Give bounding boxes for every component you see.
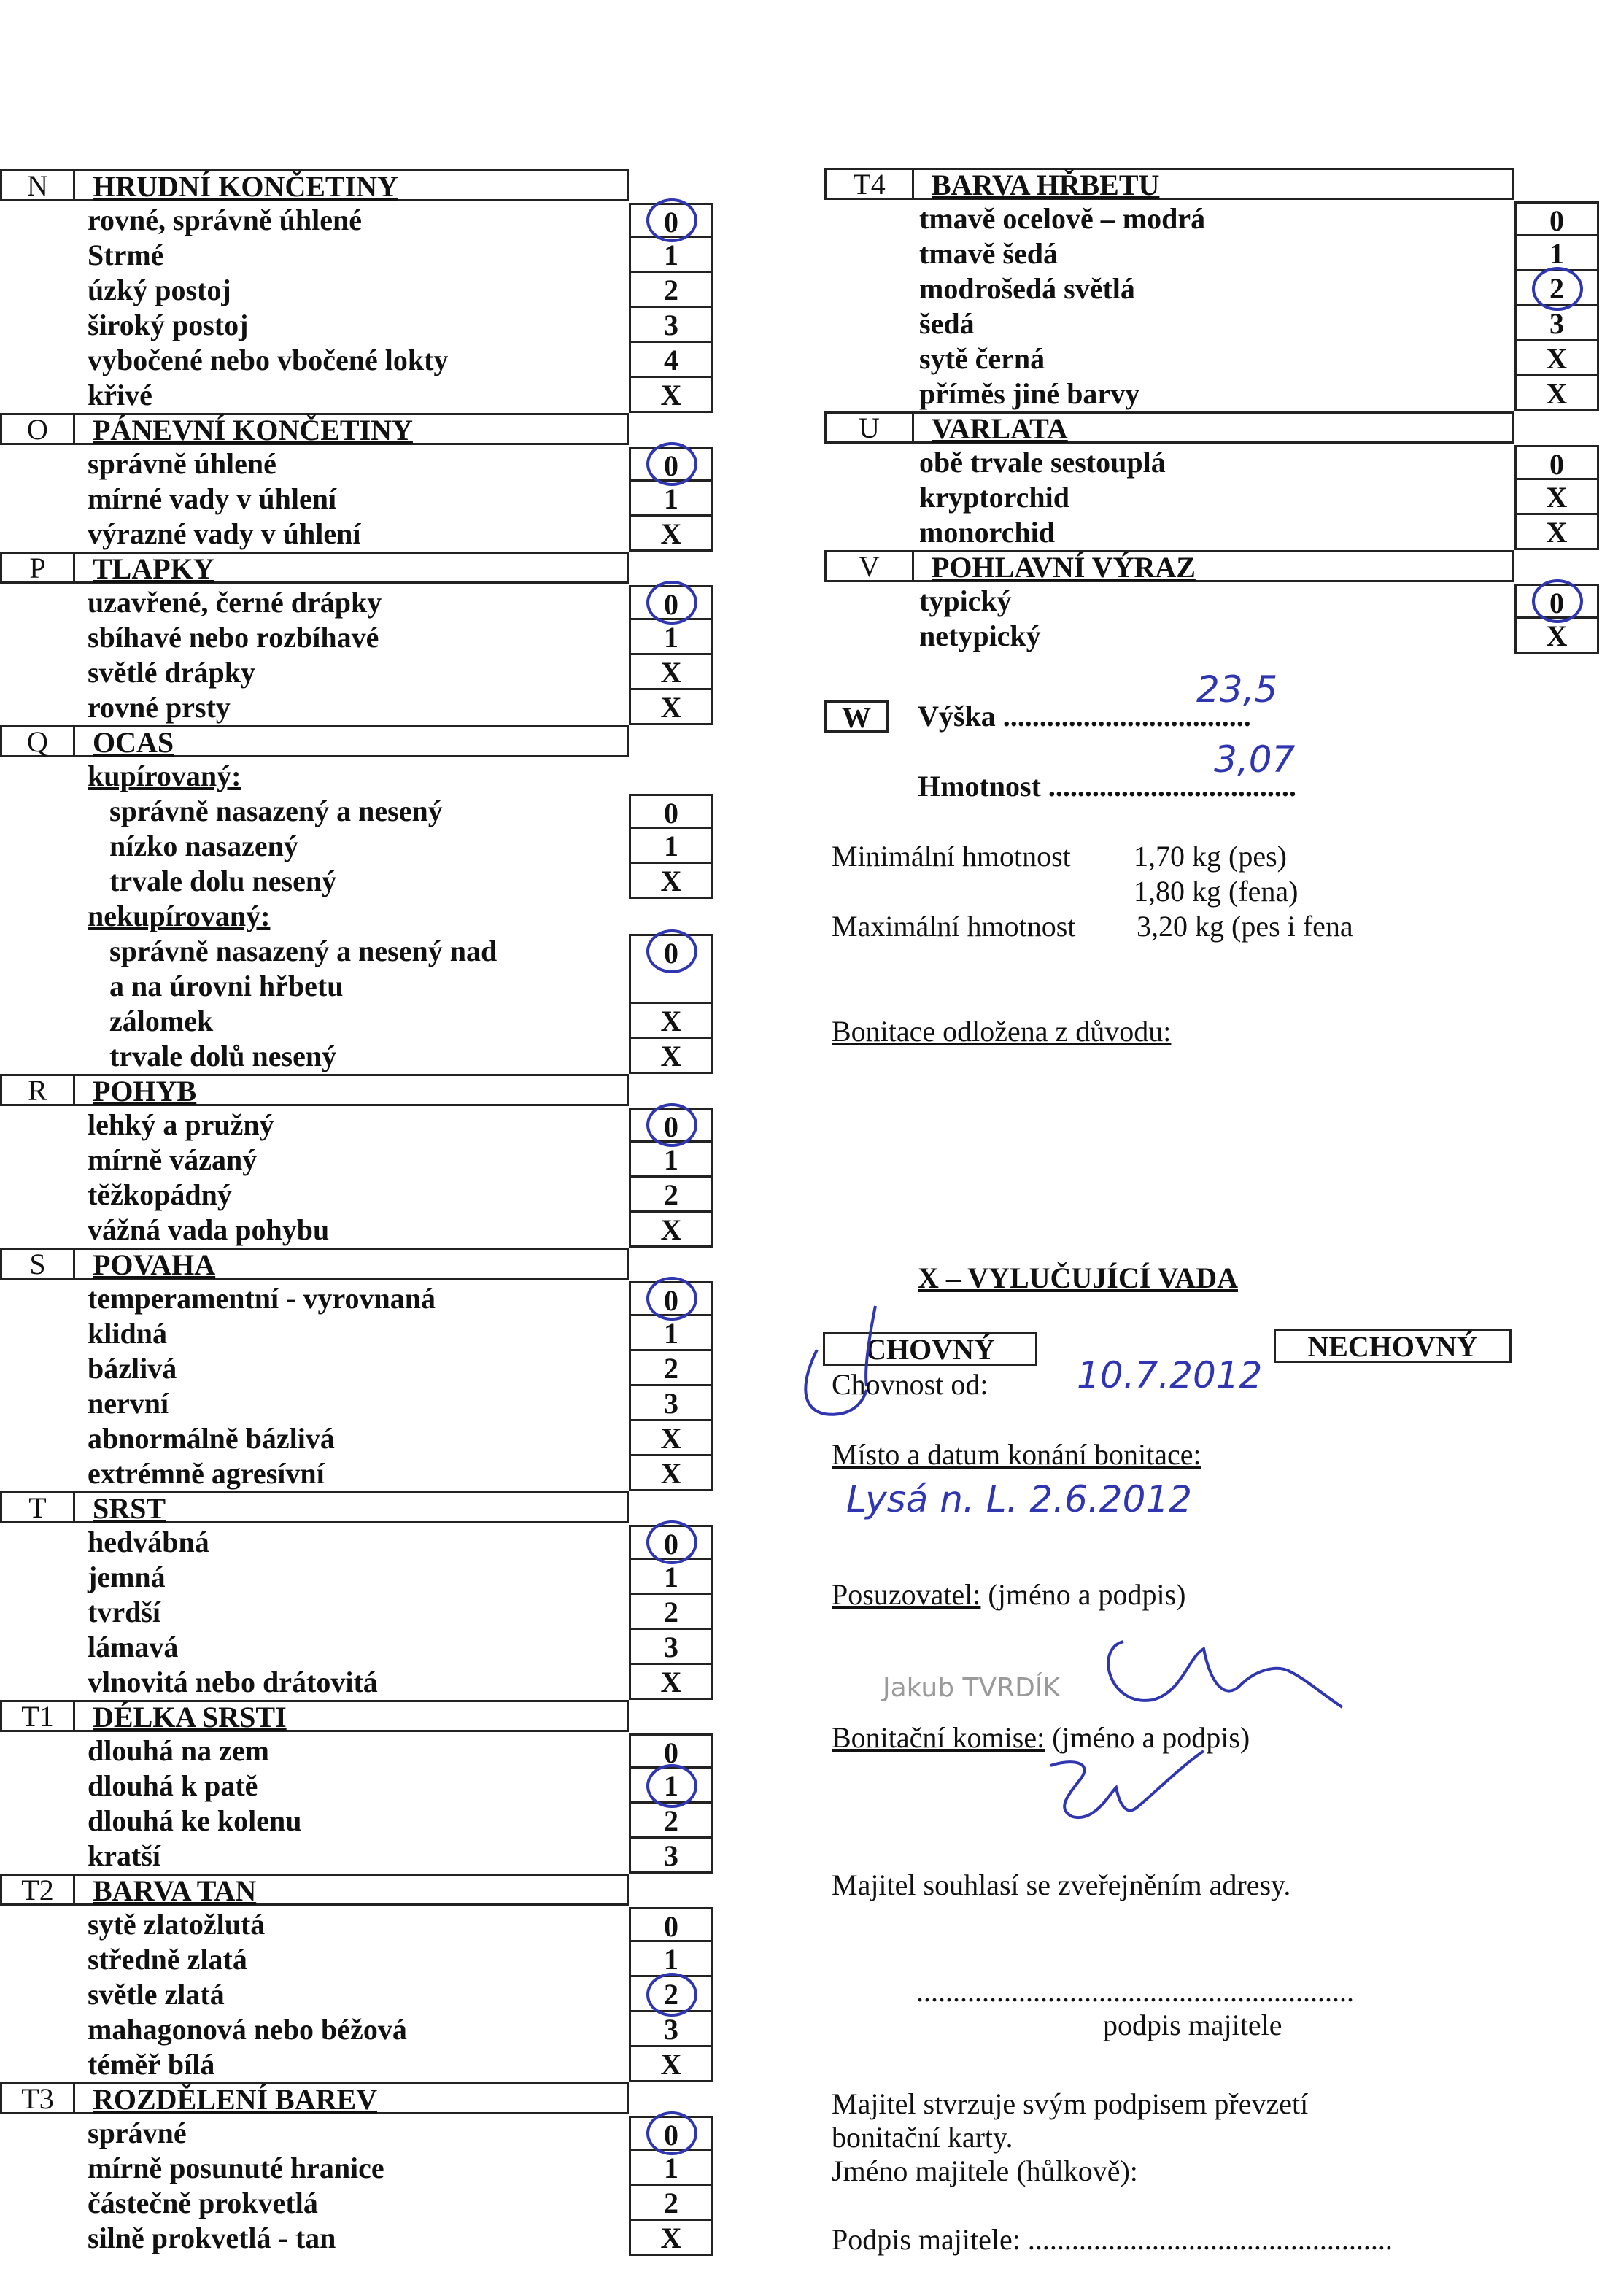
section-title: TLAPKY — [93, 552, 214, 585]
criterion-label: rovné prsty — [88, 691, 231, 724]
chovny-box: CHOVNÝ — [823, 1332, 1037, 1366]
hmotnost-value: 3,07 — [1214, 738, 1296, 781]
criterion-label: široký postoj — [88, 309, 249, 341]
criterion-label: příměs jiné barvy — [919, 377, 1140, 410]
section-header-t3 — [0, 2082, 629, 2114]
score-box: 1 — [629, 238, 713, 273]
posuzovatel-stamp: Jakub TVRDÍK — [883, 1673, 1061, 1703]
criterion-label: obě trvale sestouplá — [919, 446, 1166, 479]
criterion-label: sytě černá — [919, 342, 1045, 375]
criterion-label: těžkopádný — [88, 1178, 232, 1211]
criterion-label: trvale dolů nesený — [109, 1040, 337, 1072]
section-title: POHYB — [93, 1075, 197, 1108]
score-box: 1 — [629, 829, 713, 864]
section-header-t2 — [0, 1874, 629, 1906]
criterion-label: jemná — [88, 1561, 166, 1593]
section-header-s — [0, 1248, 629, 1280]
score-box: 0 — [629, 1281, 713, 1316]
section-code: V — [827, 552, 914, 580]
vyska-value: 23,5 — [1196, 668, 1278, 711]
score-box: X — [629, 864, 713, 899]
section-code: T3 — [2, 2084, 75, 2112]
score-box: X — [629, 1213, 713, 1248]
score-box: X — [629, 1039, 713, 1074]
stvrzuje-line-1: Majitel stvrzuje svým podpisem převzetí — [832, 2087, 1309, 2120]
score-box: 1 — [629, 620, 713, 655]
section-title: OCAS — [93, 726, 174, 759]
criterion-label: hedvábná — [88, 1526, 209, 1558]
section-code: U — [827, 414, 914, 441]
subsection-label: kupírovaný: — [88, 759, 241, 792]
chovnost-value: 10.7.2012 — [1077, 1354, 1263, 1396]
score-box: X — [629, 517, 713, 552]
posuzovatel-note: (jméno a podpis) — [988, 1578, 1186, 1611]
criterion-label: mírně posunuté hranice — [88, 2152, 384, 2184]
vylucujici-vada: X – VYLUČUJÍCÍ VADA — [918, 1261, 1238, 1294]
score-box: X — [629, 1456, 713, 1491]
stvrzuje-line-2: bonitační karty. — [832, 2121, 1013, 2154]
criterion-label: trvale dolu nesený — [109, 865, 337, 897]
criterion-label: lámavá — [88, 1631, 179, 1663]
section-header-u — [824, 411, 1514, 444]
criterion-label: rovné, správně úhlené — [88, 204, 362, 236]
criterion-label: středně zlatá — [88, 1943, 247, 1976]
score-box: 3 — [629, 1630, 713, 1665]
posuzovatel-row — [832, 1577, 1185, 1612]
chovny-check-mark — [795, 1299, 912, 1430]
subsection-label: nekupírovaný: — [88, 900, 271, 932]
score-box: 2 — [1514, 271, 1599, 306]
score-box: X — [629, 655, 713, 690]
score-box: 2 — [629, 1977, 713, 2012]
score-box: 0 — [629, 585, 713, 620]
section-title: VARLATA — [932, 412, 1068, 445]
komise-label: Bonitační komise: — [832, 1721, 1045, 1754]
score-box: 0 — [629, 1525, 713, 1560]
max-value: 3,20 kg (pes i fena — [1137, 910, 1353, 943]
score-box: X — [629, 378, 713, 413]
score-box: X — [629, 690, 713, 725]
score-box: 3 — [1514, 306, 1599, 341]
score-box: X — [629, 1004, 713, 1039]
komise-note: (jméno a podpis) — [1052, 1721, 1250, 1754]
criterion-label: sytě zlatožlutá — [88, 1908, 266, 1941]
score-box: 1 — [629, 482, 713, 517]
criterion-label: nízko nasazený — [109, 830, 298, 862]
criterion-label: nervní — [88, 1387, 169, 1420]
min-pes: 1,70 kg (pes) — [1134, 840, 1287, 873]
section-code: Q — [2, 727, 75, 755]
section-title: POVAHA — [93, 1248, 216, 1281]
criterion-label: správně úhlené — [88, 447, 276, 480]
score-box: 1 — [629, 1560, 713, 1595]
section-code: T — [2, 1493, 75, 1521]
podpis-majitele-dots: .................................................. — [1027, 2223, 1393, 2256]
criterion-label: správně nasazený a nesený nad — [109, 935, 498, 967]
section-header-v — [824, 550, 1514, 582]
bonitace-odlozena: Bonitace odložena z důvodu: — [832, 1015, 1172, 1048]
misto-value: Lysá n. L. 2.6.2012 — [846, 1478, 1193, 1520]
criterion-label: správně nasazený a nesený — [109, 795, 443, 827]
section-title: BARVA HŘBETU — [932, 169, 1160, 201]
criterion-label: vážná vada pohybu — [88, 1213, 330, 1246]
section-title: POHLAVNÍ VÝRAZ — [932, 551, 1196, 584]
criterion-label: lehký a pružný — [88, 1108, 274, 1141]
criterion-label: typický — [919, 584, 1012, 617]
score-box: 1 — [629, 1143, 713, 1178]
score-box: 1 — [629, 2151, 713, 2186]
posuzovatel-label: Posuzovatel: — [832, 1578, 981, 1611]
min-label: Minimální hmotnost — [832, 840, 1071, 873]
jmeno-majitele-label: Jméno majitele (hůlkově): — [832, 2154, 1138, 2187]
chovnost-label: Chovnost od: — [832, 1368, 988, 1401]
score-box: 0 — [629, 447, 713, 482]
hmotnost-label: Hmotnost — [918, 770, 1041, 803]
section-title: HRUDNÍ KONČETINY — [93, 170, 398, 203]
score-box: 4 — [629, 343, 713, 378]
criterion-label: vlnovitá nebo drátovitá — [88, 1666, 378, 1698]
score-box: 2 — [629, 1351, 713, 1386]
score-box: 0 — [629, 1907, 713, 1942]
section-header-n — [0, 169, 629, 201]
section-title: ROZDĚLENÍ BAREV — [93, 2083, 378, 2116]
score-box: X — [1514, 341, 1599, 376]
score-box: X — [629, 2047, 713, 2082]
score-box: 1 — [629, 1942, 713, 1977]
criterion-label: modrošedá světlá — [919, 272, 1135, 305]
section-code: T4 — [827, 170, 914, 198]
criterion-label: částečně prokvetlá — [88, 2187, 318, 2219]
score-box: X — [629, 2221, 713, 2256]
komise-signature — [1036, 1736, 1240, 1846]
criterion-label: šedá — [919, 307, 975, 340]
criterion-label: sbíhavé nebo rozbíhavé — [88, 621, 379, 654]
vyska-label: Výška — [918, 700, 996, 733]
criterion-label: kryptorchid — [919, 481, 1069, 514]
criterion-label: úzký postoj — [88, 274, 231, 306]
score-box: X — [1514, 376, 1599, 411]
criterion-label: křivé — [88, 379, 152, 411]
podpis-majitele-line: ............................................................ — [916, 1975, 1354, 2008]
section-code: S — [2, 1250, 75, 1278]
hmotnost-dots: .................................. — [1048, 770, 1296, 803]
criterion-label: dlouhá ke kolenu — [88, 1804, 302, 1837]
criterion-label: mírně vázaný — [88, 1143, 258, 1176]
score-box: 0 — [629, 1733, 713, 1769]
criterion-label: dlouhá na zem — [88, 1734, 269, 1767]
score-box: 0 — [1514, 445, 1599, 480]
score-box: 3 — [629, 1839, 713, 1874]
score-box: 0 — [1514, 584, 1599, 619]
section-header-o — [0, 413, 629, 445]
score-box: 3 — [629, 308, 713, 343]
criterion-label: extrémně agresívní — [88, 1457, 325, 1490]
score-box: 1 — [1514, 236, 1599, 271]
score-box: 0 — [629, 794, 713, 829]
score-box: 0 — [629, 934, 713, 1004]
score-box: 2 — [629, 1804, 713, 1839]
criterion-label: tmavě šedá — [919, 237, 1058, 270]
max-label: Maximální hmotnost — [832, 910, 1076, 943]
section-code: R — [2, 1076, 75, 1104]
criterion-label: téměř bílá — [88, 2048, 215, 2081]
criterion-label: Strmé — [88, 239, 164, 271]
vyska-dots: .................................. — [1002, 700, 1251, 733]
criterion-label: bázlivá — [88, 1352, 177, 1385]
section-code: T1 — [2, 1702, 75, 1730]
criterion-label: světlé drápky — [88, 656, 255, 689]
section-code: T2 — [2, 1876, 75, 1903]
criterion-label: kratší — [88, 1839, 160, 1872]
score-box: 2 — [629, 1178, 713, 1213]
section-title: PÁNEVNÍ KONČETINY — [93, 414, 413, 447]
criterion-label: vybočené nebo vbočené lokty — [88, 344, 449, 376]
nechovny-box: NECHOVNÝ — [1274, 1329, 1512, 1363]
score-box: X — [1514, 480, 1599, 515]
score-box: 0 — [629, 1108, 713, 1143]
criterion-label: mírné vady v úhlení — [88, 482, 337, 515]
score-box: 2 — [629, 273, 713, 308]
score-box: 0 — [629, 2116, 713, 2151]
criterion-label: netypický — [919, 619, 1041, 652]
criterion-label: a na úrovni hřbetu — [109, 970, 344, 1002]
score-box: 3 — [629, 2012, 713, 2047]
section-code: P — [2, 554, 75, 581]
criterion-label: silně prokvetlá - tan — [88, 2222, 336, 2254]
podpis-majitele-caption: podpis majitele — [1103, 2009, 1282, 2041]
podpis-majitele-label: Podpis majitele: — [832, 2223, 1021, 2256]
score-box: 0 — [629, 203, 713, 238]
souhlas-text: Majitel souhlasí se zveřejněním adresy. — [832, 1868, 1291, 1901]
criterion-label: zálomek — [109, 1005, 214, 1037]
score-box: 1 — [629, 1316, 713, 1351]
criterion-label: tmavě ocelově – modrá — [919, 202, 1206, 235]
score-box: 1 — [629, 1769, 713, 1804]
criterion-label: klidná — [88, 1317, 167, 1350]
section-title: BARVA TAN — [93, 1874, 257, 1907]
score-box: 3 — [629, 1386, 713, 1421]
min-fena: 1,80 kg (fena) — [1134, 875, 1299, 908]
score-box: 2 — [629, 1595, 713, 1630]
section-code: O — [2, 415, 75, 443]
section-header-p — [0, 552, 629, 584]
criterion-label: dlouhá k patě — [88, 1769, 258, 1802]
section-code-w: W — [824, 700, 889, 733]
criterion-label: monorchid — [919, 516, 1055, 549]
podpis-majitele-row — [832, 2222, 1393, 2257]
criterion-label: abnormálně bázlivá — [88, 1422, 335, 1455]
section-header-t4 — [824, 168, 1514, 200]
section-header-t — [0, 1491, 629, 1523]
criterion-label: mahagonová nebo béžová — [88, 2013, 407, 2046]
criterion-label: správné — [88, 2117, 187, 2149]
misto-label: Místo a datum konání bonitace: — [832, 1438, 1202, 1471]
section-header-t1 — [0, 1700, 629, 1732]
section-header-q — [0, 725, 629, 757]
criterion-label: temperamentní - vyrovnaná — [88, 1282, 436, 1315]
score-box: 0 — [1514, 201, 1599, 236]
section-header-r — [0, 1074, 629, 1106]
criterion-label: tvrdší — [88, 1596, 160, 1628]
posuzovatel-signature — [1043, 1627, 1350, 1722]
section-title: DÉLKA SRSTI — [93, 1701, 287, 1733]
score-box: X — [629, 1421, 713, 1456]
score-box: X — [1514, 515, 1599, 550]
score-box: 2 — [629, 2186, 713, 2221]
score-box: X — [1514, 619, 1599, 654]
criterion-label: výrazné vady v úhlení — [88, 517, 361, 550]
criterion-label: uzavřené, černé drápky — [88, 586, 382, 619]
criterion-label: světle zlatá — [88, 1978, 225, 2011]
section-title: SRST — [93, 1492, 166, 1525]
section-code: N — [2, 171, 75, 199]
score-box: X — [629, 1665, 713, 1700]
